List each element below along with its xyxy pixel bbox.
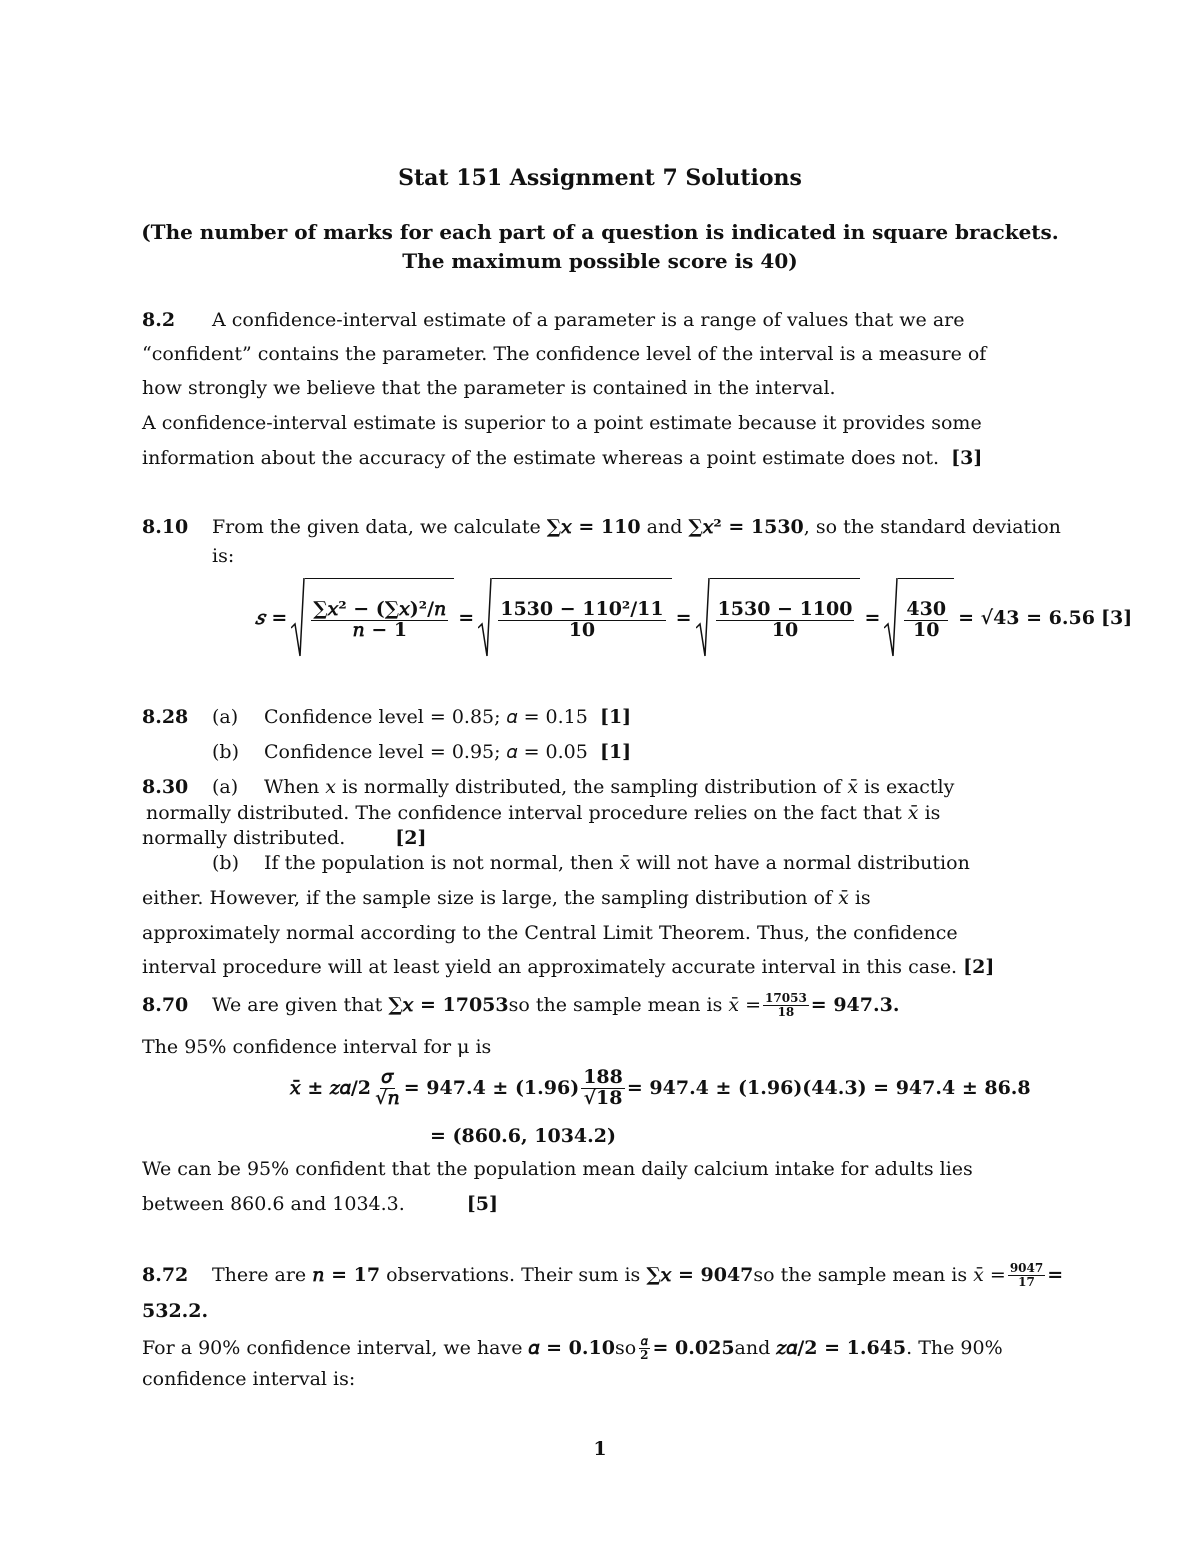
marks-badge: [1] bbox=[599, 741, 632, 763]
sqrt-1: $\frac{\text{∑𝑥² − (∑𝑥)²/𝑛}}{\text{𝑛 − 1}}$ bbox=[291, 578, 454, 658]
q8-28-line-b: (b) Confidence level = 0.95; 𝛼 = 0.05 [1] bbox=[212, 741, 632, 763]
sqrt-3: $\frac{1530 - 1100}{10}$ bbox=[696, 578, 861, 658]
sqrt-2: $\frac{\text{1530 − 110²/11}}{10}$ bbox=[478, 578, 671, 658]
question-number: 8.70 bbox=[142, 994, 189, 1017]
marks-badge: [3] bbox=[1101, 607, 1133, 629]
confidence-interval-formula: 𝑥̄ ± 𝑧𝛼/2 $\frac{\text{𝜎}}{\text{√𝑛}}$ = 947.4 ± (1.96) $\frac{188}{√18}$ = 947.4 ± (1.96)(44.3) = 947.4 ± 86.8 bbox=[290, 1066, 1031, 1109]
q8-2-line-2: “confident” contains the parameter. The confidence level of the interval is a measure of bbox=[142, 343, 987, 365]
q8-30-line-3: normally distributed. [2] bbox=[142, 827, 427, 849]
q8-10-line-2: is: bbox=[212, 545, 235, 567]
std-dev-formula: 𝑠 = $\frac{\text{∑𝑥² − (∑𝑥)²/𝑛}}{\text{𝑛 − 1}}$ = $\frac{\text{1530 − 110²/11}}{10}$ = $\frac{1530 - 1100}{10}$ = $\frac{430}{10}$ = √43 = 6.56 [3] bbox=[255, 578, 1132, 658]
q8-30-line-5: either. However, if the sample size is large, the sampling distribution of 𝑥̄ is bbox=[142, 887, 871, 909]
page-number: 1 bbox=[593, 1438, 607, 1460]
mean-fraction: $\frac{9047}{17}$ bbox=[1009, 1261, 1044, 1289]
page-title: Stat 151 Assignment 7 Solutions bbox=[398, 165, 802, 191]
q8-72-line-2: 532.2. bbox=[142, 1300, 209, 1322]
marks-badge: [3] bbox=[951, 447, 983, 469]
ci-result: = (860.6, 1034.2) bbox=[430, 1125, 616, 1147]
q8-10-line-1: 8.10 From the given data, we calculate ∑𝑥 = 110 and ∑𝑥² = 1530, so the standard deviation bbox=[142, 516, 1061, 538]
question-number: 8.28 bbox=[142, 706, 189, 728]
q8-30-line-1: 8.30 (a) When 𝑥 is normally distributed, the sampling distribution of 𝑥̄ is exactly bbox=[142, 776, 955, 798]
q8-2-line-5: information about the accuracy of the estimate whereas a point estimate does not. [3] bbox=[142, 447, 983, 469]
page-subtitle: (The number of marks for each part of a question is indicated in square brackets. The maximum possible score is 40) bbox=[141, 220, 1059, 273]
q8-70-conclusion-2: between 860.6 and 1034.3. [5] bbox=[142, 1193, 498, 1215]
marks-badge: [2] bbox=[395, 827, 427, 849]
q8-30-line-4: (b) If the population is not normal, then 𝑥̄ will not have a normal distribution bbox=[212, 852, 970, 874]
marks-badge: [2] bbox=[963, 956, 995, 978]
q8-72-line-3: For a 90% confidence interval, we have 𝛼 = 0.10 so $\frac{\text{𝛼}}{2}$ = 0.025 and 𝑧𝛼/2 = 1.645 . The 90% bbox=[142, 1334, 1003, 1362]
question-number: 8.30 bbox=[142, 776, 189, 798]
marks-badge: [5] bbox=[466, 1193, 498, 1215]
q8-28-line-a: 8.28 (a) Confidence level = 0.85; 𝛼 = 0.15 [1] bbox=[142, 706, 632, 728]
marks-badge: [1] bbox=[599, 706, 632, 728]
sqrt-4: $\frac{430}{10}$ bbox=[884, 578, 954, 658]
question-number: 8.72 bbox=[142, 1264, 189, 1287]
q8-30-line-6: approximately normal according to the Central Limit Theorem. Thus, the confidence bbox=[142, 922, 958, 944]
mean-fraction: $\frac{17053}{18}$ bbox=[765, 991, 807, 1019]
question-number: 8.10 bbox=[142, 516, 189, 538]
q8-30-line-7: interval procedure will at least yield an approximately accurate interval in this case. [2] bbox=[142, 956, 995, 978]
q8-30-line-2: normally distributed. The confidence interval procedure relies on the fact that 𝑥̄ is bbox=[146, 802, 941, 824]
q8-2-line-4: A confidence-interval estimate is superior to a point estimate because it provides some bbox=[142, 412, 982, 434]
q8-70-conclusion-1: We can be 95% confident that the population mean daily calcium intake for adults lies bbox=[142, 1158, 973, 1180]
q8-72-line-4: confidence interval is: bbox=[142, 1368, 356, 1390]
q8-70-line-1: 8.70 We are given that ∑𝑥 = 17053 so the sample mean is 𝑥̄ = $\frac{17053}{18}$ = 947.3. bbox=[142, 991, 900, 1019]
question-number: 8.2 bbox=[142, 309, 176, 331]
q8-70-line-2: The 95% confidence interval for μ is bbox=[142, 1036, 492, 1058]
q8-72-line-1: 8.72 There are 𝑛 = 17 observations. Their sum is ∑𝑥 = 9047 so the sample mean is 𝑥̄ = $\frac{9047}{17}$ = bbox=[142, 1261, 1064, 1289]
q8-2-line-3: how strongly we believe that the parameter is contained in the interval. bbox=[142, 377, 836, 399]
q8-2-line-1: 8.2 A confidence-interval estimate of a parameter is a range of values that we are bbox=[142, 309, 965, 331]
